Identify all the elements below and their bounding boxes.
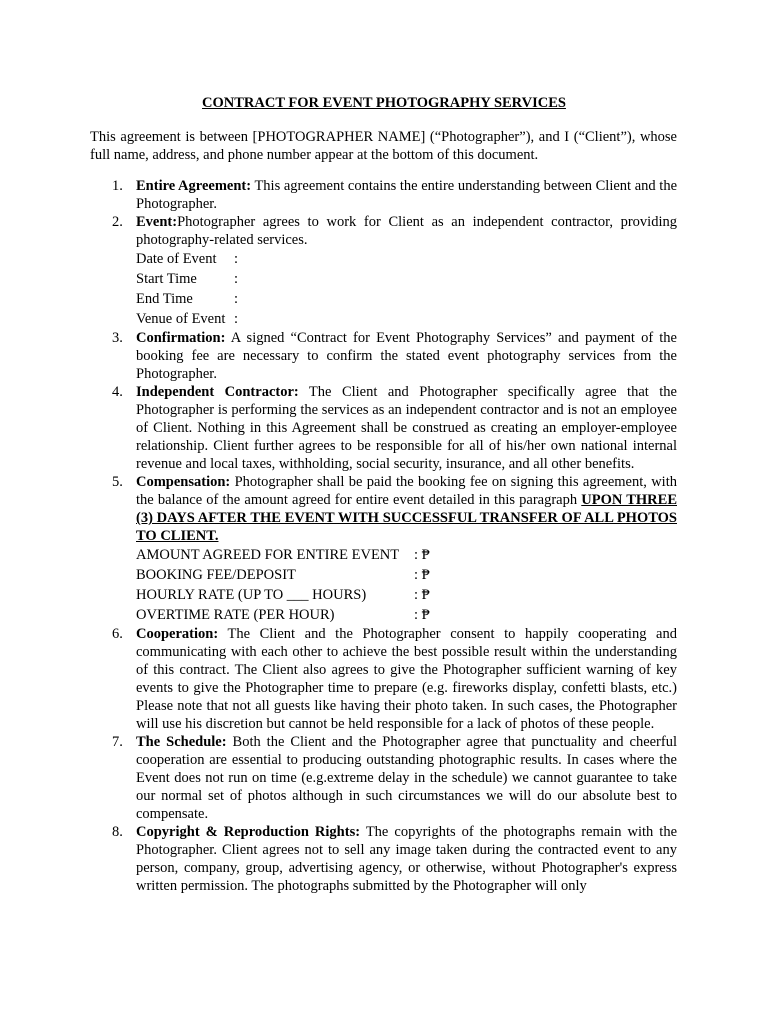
clause-heading: Independent Contractor: [136,384,299,400]
payment-terms-emphasis: UPON THREE (3) DAYS AFTER THE EVENT WITH SUCCESSFUL TRANSFER OF ALL PHOTOS TO CLIENT. [136,492,677,544]
field-label: OVERTIME RATE (PER HOUR) [136,607,335,623]
field-label: Date of Event [136,251,217,267]
field-label: Venue of Event [136,311,226,327]
field-colon: : [234,291,239,307]
clause-heading: Event: [136,214,178,230]
event-start-time-field [136,269,677,289]
field-label: Start Time [136,271,197,287]
clause-number: 8. [112,824,123,840]
field-label: End Time [136,291,193,307]
clause-1 [90,177,677,213]
peso-value: : ₱ [414,607,430,623]
clause-number: 5. [112,474,123,490]
peso-value: : ₱ [414,587,430,603]
clause-number: 7. [112,734,123,750]
clause-text: Photographer shall be paid the booking fee on signing this agreement, with the balance of the amount agreed for entire event detailed in this paragraph [136,474,677,508]
clause-text: This agreement contains the entire understanding between Client and the Photographer. [136,178,678,212]
clause-heading: The Schedule: [136,734,227,750]
clause-heading: Cooperation: [136,626,219,642]
clause-heading: Copyright & Reproduction Rights: [136,824,361,840]
event-fields [136,249,677,329]
field-colon: : [234,271,239,287]
clause-number: 2. [112,214,123,230]
clause-heading: Compensation: [136,474,231,490]
clause-heading: Confirmation: [136,330,226,346]
clause-number: 1. [112,178,123,194]
clause-number: 3. [112,330,123,346]
overtime-rate-field [136,605,677,625]
event-end-time-field [136,289,677,309]
clause-text: Both the Client and the Photographer agree that punctuality and cheerful cooperation are essential to producing outstanding photographic results. In cases where the Event does not run on time (e.g.extreme delay in the schedule) we cannot guarantee to take our normal set of photos although in such circumstances we will do our absolute best to compensate. [136,734,677,822]
amount-agreed-field [136,545,677,565]
peso-value: : ₱ [414,547,430,563]
clause-2 [90,213,677,329]
document-title: CONTRACT FOR EVENT PHOTOGRAPHY SERVICES [202,95,566,111]
clause-3 [90,329,677,383]
clause-list [90,177,677,895]
clause-heading: Entire Agreement: [136,178,252,194]
event-date-field [136,249,677,269]
peso-value: : ₱ [414,567,430,583]
clause-4 [90,383,677,473]
clause-number: 6. [112,626,123,642]
intro-paragraph: This agreement is between [PHOTOGRAPHER NAME] (“Photographer”), and I (“Client”), whose full name, address, and phone number appear at the bottom of this document. [90,129,677,163]
hourly-rate-field [136,585,677,605]
clause-5 [90,473,677,625]
field-label: AMOUNT AGREED FOR ENTIRE EVENT [136,547,400,563]
event-venue-field [136,309,677,329]
field-label: BOOKING FEE/DEPOSIT [136,567,296,583]
clause-text: The Client and the Photographer consent to happily cooperating and communicating with each other to achieve the best possible result within the understanding of this contract. The Client also agrees to give the Photographer sufficient warning of key events to give the Photographer time to prepare (e.g. fireworks display, confetti blasts, etc.) Please note that not all guests like having their photo taken. In such cases, the Photographer will use his discretion but cannot be held responsible for a lack of photos of these people. [136,626,677,732]
clause-number: 4. [112,384,123,400]
booking-fee-field [136,565,677,585]
field-colon: : [234,311,239,327]
field-colon: : [234,251,239,267]
clause-text: A signed “Contract for Event Photography Services” and payment of the booking fee are necessary to confirm the stated event photography services from the Photographer. [136,330,677,382]
clause-7 [90,733,677,823]
clause-text: Photographer agrees to work for Client as an independent contractor, providing photography-related services. [136,214,677,248]
clause-6 [90,625,677,733]
clause-8 [90,823,677,895]
clause-text: The copyrights of the photographs remain with the Photographer. Client agrees not to sell any image taken during the contracted event to any person, company, group, advertising agency, or otherwise, without Photographer's express written permission. The photographs submitted by the Photographer will only [136,824,678,894]
field-label: HOURLY RATE (UP TO ___ HOURS) [136,587,367,603]
compensation-fields [136,545,677,625]
clause-text: The Client and Photographer specifically agree that the Photographer is performing the services as an independent contractor and is not an employee of Client. Nothing in this Agreement shall be construed as creating an employer-employee relationship. Client further agrees to be responsible for all of his/her own national internal revenue and local taxes, withholding, social security, insurance, and all other benefits. [136,384,677,472]
